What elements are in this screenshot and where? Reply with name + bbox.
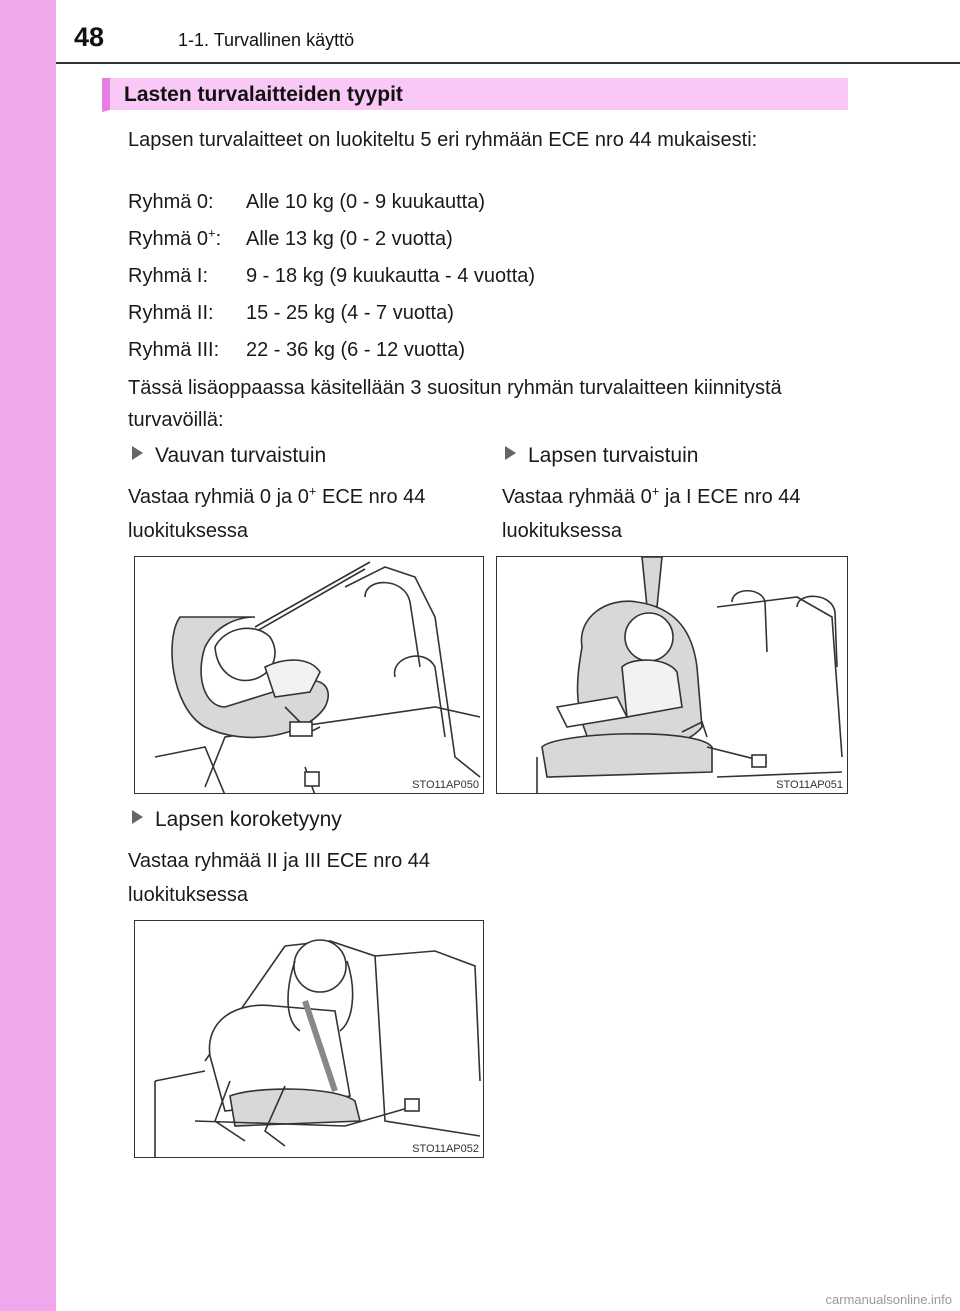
seat-heading-child: Lapsen turvaistuin [505, 442, 698, 470]
figure-infant-seat [134, 556, 484, 794]
group-desc: 15 - 25 kg (4 - 7 vuotta) [246, 302, 454, 324]
figure-booster-cushion [134, 920, 484, 1158]
seat-desc-booster: Vastaa ryhmää II ja III ECE nro 44 luokituksessa [128, 850, 430, 906]
seat-heading-booster: Lapsen koroketyyny [132, 806, 342, 834]
seat-heading-infant: Vauvan turvaistuin [132, 442, 326, 470]
child-seat-illustration [497, 557, 848, 794]
group-name: Ryhmä 0+: [128, 225, 222, 250]
header-divider [56, 62, 960, 64]
figure-code: STO11AP052 [412, 1143, 479, 1155]
triangle-bullet-icon [505, 446, 516, 460]
group-row [128, 299, 454, 327]
chapter-header-title: 1-1. Turvallinen käyttö [178, 30, 355, 50]
figure-code: STO11AP051 [776, 779, 843, 791]
group-desc: 22 - 36 kg (6 - 12 vuotta) [246, 339, 466, 361]
triangle-bullet-icon [132, 446, 143, 460]
group-row [128, 225, 453, 253]
group-name: Ryhmä 0: [128, 191, 214, 213]
seat-desc-infant: Vastaa ryhmiä 0 ja 0+ ECE nro 44 luokituksessa [128, 483, 426, 542]
note-paragraph: Tässä lisäoppaassa käsitellään 3 suositun ryhmän turvalaitteen kiinnitystä turvavöillä: [128, 377, 782, 431]
watermark: carmanualsonline.info [825, 1292, 952, 1307]
page-number: 48 [74, 22, 105, 52]
seat-desc-child: Vastaa ryhmää 0+ ja I ECE nro 44 luokituksessa [502, 483, 801, 542]
group-desc: Alle 10 kg (0 - 9 kuukautta) [246, 191, 486, 213]
group-name: Ryhmä I: [128, 265, 209, 287]
group-desc: Alle 13 kg (0 - 2 vuotta) [246, 228, 453, 250]
intro-paragraph: Lapsen turvalaitteet on luokiteltu 5 eri ryhmään ECE nro 44 mukaisesti: [128, 129, 758, 151]
figure-child-seat [496, 556, 848, 794]
chapter-side-tab [0, 0, 56, 1311]
figure-code: STO11AP050 [412, 779, 479, 791]
booster-cushion-illustration [135, 921, 484, 1158]
triangle-bullet-icon [132, 810, 143, 824]
group-row [128, 262, 535, 290]
group-name: Ryhmä III: [128, 339, 220, 361]
group-name: Ryhmä II: [128, 302, 214, 324]
group-row [128, 188, 485, 216]
group-desc: 9 - 18 kg (9 kuukautta - 4 vuotta) [246, 265, 536, 287]
infant-seat-illustration [135, 557, 484, 794]
section-title: Lasten turvalaitteiden tyypit [124, 83, 403, 106]
group-row [128, 336, 465, 364]
section-title-bar [102, 78, 848, 112]
